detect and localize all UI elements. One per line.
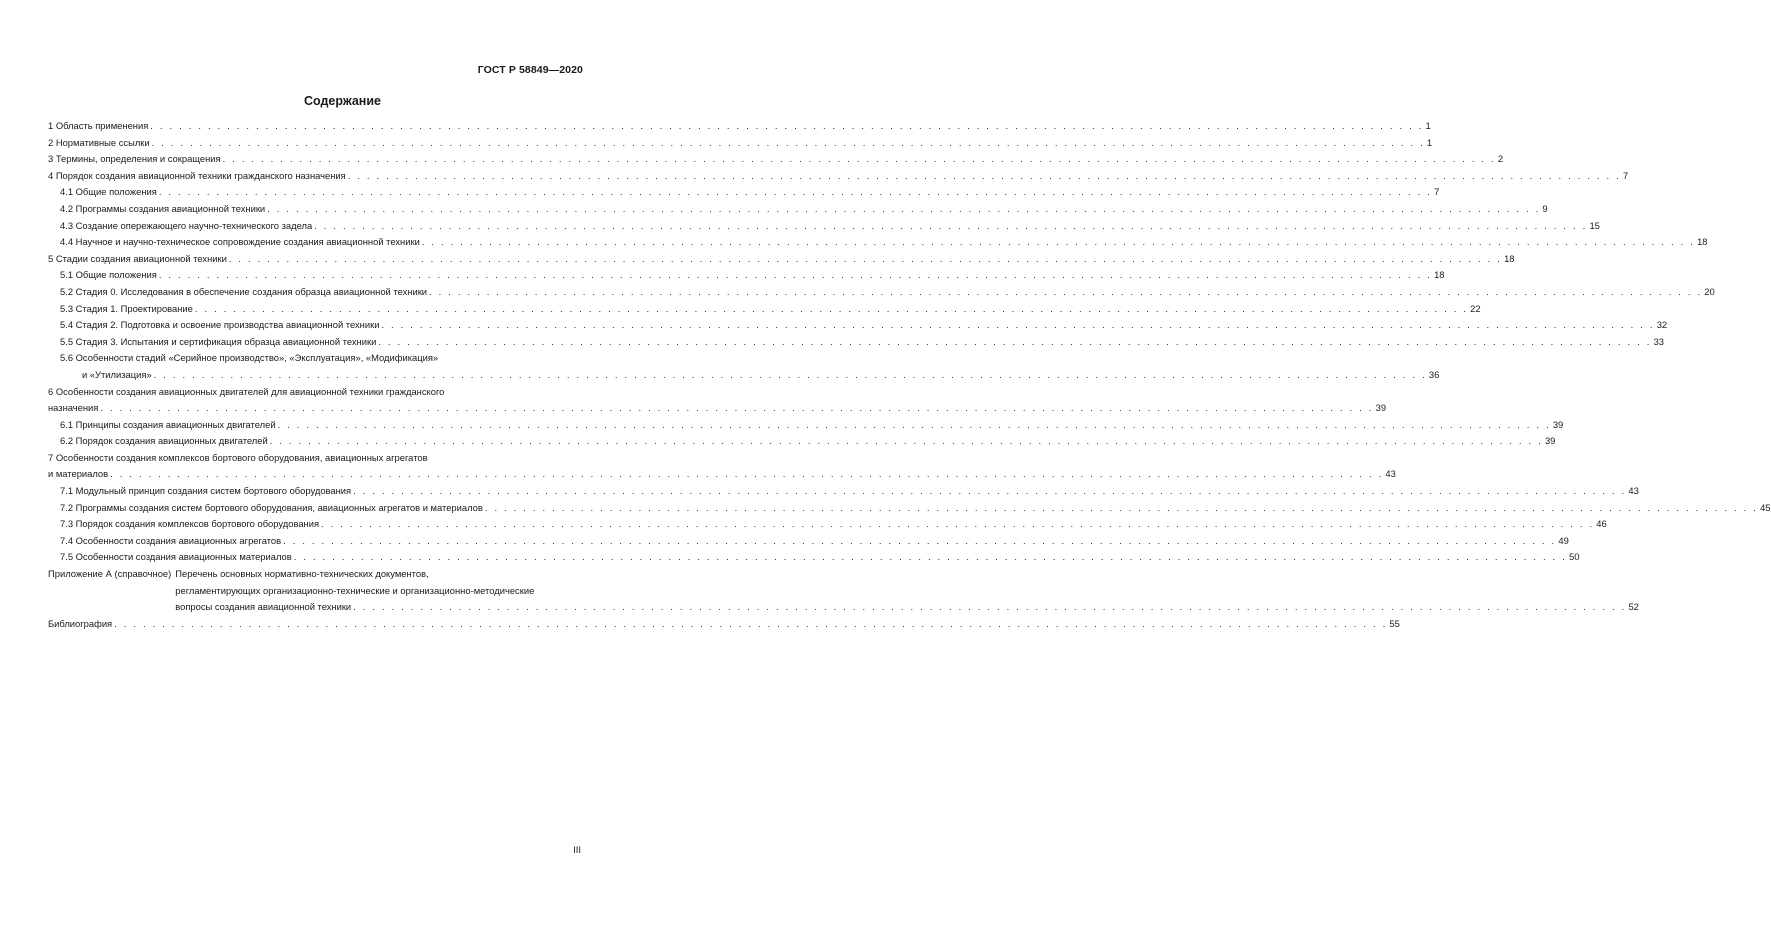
toc-page-number: 39: [1552, 418, 1564, 430]
toc-entry-4-2[interactable]: [48, 201, 1548, 218]
toc-page-number: 18: [1434, 269, 1445, 281]
toc-entry-5-1[interactable]: [48, 267, 1445, 284]
leader-dots: [429, 284, 1702, 301]
toc-page-number: 33: [1653, 335, 1664, 347]
page-title: Содержание: [303, 94, 381, 108]
leader-dots: [159, 267, 1432, 284]
leader-dots: [114, 616, 1387, 633]
toc-entry-1[interactable]: [48, 118, 1431, 135]
leader-dots: [278, 417, 1551, 434]
toc-entry-text: 7.5 Особенности создания авиационных материалов: [60, 551, 292, 563]
leader-dots: [152, 135, 1425, 152]
toc-entry-4-3[interactable]: [48, 218, 1600, 235]
toc-entry-text-line: 7 Особенности создания комплексов бортового оборудования, авиационных агрегатов: [48, 451, 428, 463]
toc-page-number: 1: [1426, 136, 1433, 148]
leader-dots: [294, 549, 1567, 566]
toc-page-number: 49: [1558, 534, 1569, 546]
toc-entry-7-5[interactable]: [48, 549, 1580, 566]
toc-page-number: 52: [1628, 601, 1639, 613]
leader-dots: [353, 599, 1626, 616]
toc-entry-text: 7.3 Порядок создания комплексов бортового оборудования: [60, 518, 320, 530]
leader-dots: [348, 168, 1621, 185]
toc-entry-bibliography[interactable]: [48, 616, 1400, 633]
leader-dots: [422, 234, 1695, 251]
leader-dots: [150, 118, 1423, 135]
leader-dots: [381, 317, 1654, 334]
toc-entry-5-3[interactable]: [48, 301, 1481, 318]
toc-page-number: 36: [1428, 368, 1440, 380]
toc-entry-6-1[interactable]: [48, 417, 1564, 434]
leader-dots: [353, 483, 1626, 500]
page-number: III: [573, 845, 581, 856]
toc-entry-text-line: регламентирующих организационно-технические и организационно-методические: [175, 584, 535, 596]
toc-page-number: 7: [1434, 186, 1440, 198]
leader-dots: [378, 334, 1651, 351]
toc-entry-text: 5.1 Общие положения: [60, 269, 157, 281]
toc-page-number: 15: [1589, 219, 1600, 231]
leader-dots: [223, 151, 1496, 168]
toc-entry-text: 5 Стадии создания авиационной техники: [48, 252, 227, 264]
toc-entry-4[interactable]: [48, 168, 1629, 185]
toc-entry-7-1[interactable]: [48, 483, 1639, 500]
toc-page-number: 22: [1470, 302, 1481, 314]
toc-entry-5-4[interactable]: [48, 317, 1668, 334]
toc-entry-5-2[interactable]: [48, 284, 1715, 301]
toc-entry-text: 5.2 Стадия 0. Исследования в обеспечение создания образца авиационной техники: [60, 285, 428, 297]
toc-page-number: 45: [1760, 501, 1771, 513]
leader-dots: [195, 301, 1468, 318]
appendix-label: Приложение А (справочное): [48, 568, 172, 580]
leader-dots: [283, 533, 1556, 550]
toc-page-number: 50: [1568, 551, 1580, 563]
toc-page-number: 1: [1425, 120, 1431, 131]
toc-entry-5[interactable]: [48, 251, 1515, 268]
toc-entry-7-3[interactable]: [48, 516, 1607, 533]
toc-entry-text: 4.2 Программы создания авиационной техники: [60, 202, 266, 214]
toc-entry-text: 4 Порядок создания авиационной техники гражданского назначения: [48, 169, 346, 181]
toc-entry-text: 5.5 Стадия 3. Испытания и сертификация образца авиационной техники: [60, 335, 377, 347]
toc-page-number: 39: [1375, 402, 1387, 414]
toc-entry-text-line: и «Утилизация»: [82, 368, 152, 380]
toc-entry-text-line: Перечень основных нормативно-технических документов,: [175, 568, 429, 580]
toc-page-number: 55: [1389, 617, 1400, 629]
toc-page-number: 9: [1542, 202, 1548, 214]
toc-page-number: 18: [1697, 236, 1708, 248]
leader-dots: [321, 516, 1594, 533]
toc-entry-text-line: вопросы создания авиационной техники: [175, 601, 352, 613]
toc-entry-appendix-a[interactable]: [48, 566, 1639, 616]
toc-entry-7-4[interactable]: [48, 533, 1569, 550]
toc-entry-text: 7.4 Особенности создания авиационных агрегатов: [60, 534, 282, 546]
toc-entry-6-2[interactable]: [48, 433, 1556, 450]
toc-entry-text: 4.1 Общие положения: [60, 186, 157, 198]
toc-page-number: 32: [1656, 319, 1668, 331]
toc-page-number: 39: [1544, 435, 1556, 447]
toc-entry-text: 2 Нормативные ссылки: [48, 136, 150, 148]
toc-page-number: 18: [1504, 252, 1515, 264]
toc-entry-text: 4.3 Создание опережающего научно-технического задела: [60, 219, 313, 231]
toc-page-number: 46: [1596, 518, 1607, 530]
leader-dots: [100, 400, 1373, 417]
toc-entry-text: 6.2 Порядок создания авиационных двигателей: [60, 435, 268, 447]
toc-page-number: 43: [1628, 485, 1639, 497]
leader-dots: [229, 251, 1502, 268]
toc-entry-text: 7.1 Модульный принцип создания систем бортового оборудования: [60, 485, 352, 497]
toc-entry-5-5[interactable]: [48, 334, 1664, 351]
toc-entry-3[interactable]: [48, 151, 1504, 168]
toc-entry-text: 4.4 Научное и научно-техническое сопровождение создания авиационной техники: [60, 236, 420, 248]
leader-dots: [314, 218, 1587, 235]
toc-entry-text: 1 Область применения: [48, 120, 149, 131]
leader-dots: [267, 201, 1540, 218]
toc-entry-text-line: 5.6 Особенности стадий «Серийное производство», «Эксплуатация», «Модификация»: [60, 352, 439, 364]
toc-page-number: 2: [1497, 153, 1504, 165]
toc-entry-5-6[interactable]: [48, 350, 1440, 383]
table-of-contents: [48, 118, 1771, 632]
toc-entry-text: 5.4 Стадия 2. Подготовка и освоение производства авиационной техники: [60, 319, 380, 331]
toc-entry-text-line: 6 Особенности создания авиационных двигателей для авиационной техники гражданского: [48, 385, 445, 397]
toc-entry-text: 3 Термины, определения и сокращения: [48, 153, 221, 165]
toc-entry-text-line: назначения: [48, 402, 99, 414]
toc-entry-text: 7.2 Программы создания систем бортового оборудования, авиационных агрегатов и материалов: [60, 501, 483, 513]
toc-entry-7-2[interactable]: [48, 500, 1771, 517]
toc-entry-2[interactable]: [48, 135, 1433, 152]
toc-entry-4-4[interactable]: [48, 234, 1708, 251]
leader-dots: [154, 367, 1427, 384]
toc-page-number: 43: [1385, 468, 1396, 480]
toc-entry-text-line: и материалов: [48, 468, 109, 480]
toc-page-number: 7: [1622, 169, 1629, 181]
toc-entry-4-1[interactable]: [48, 184, 1440, 201]
document-code: ГОСТ Р 58849—2020: [477, 64, 583, 76]
toc-entry-7[interactable]: [48, 450, 1396, 483]
leader-dots: [485, 500, 1758, 517]
leader-dots: [270, 433, 1543, 450]
toc-entry-text: 6.1 Принципы создания авиационных двигателей: [60, 418, 276, 430]
toc-entry-text: 5.3 Стадия 1. Проектирование: [60, 302, 193, 314]
leader-dots: [110, 466, 1383, 483]
toc-entry-6[interactable]: [48, 384, 1387, 417]
toc-page-number: 20: [1704, 285, 1715, 297]
toc-entry-text: Библиография: [48, 617, 113, 629]
leader-dots: [159, 184, 1432, 201]
